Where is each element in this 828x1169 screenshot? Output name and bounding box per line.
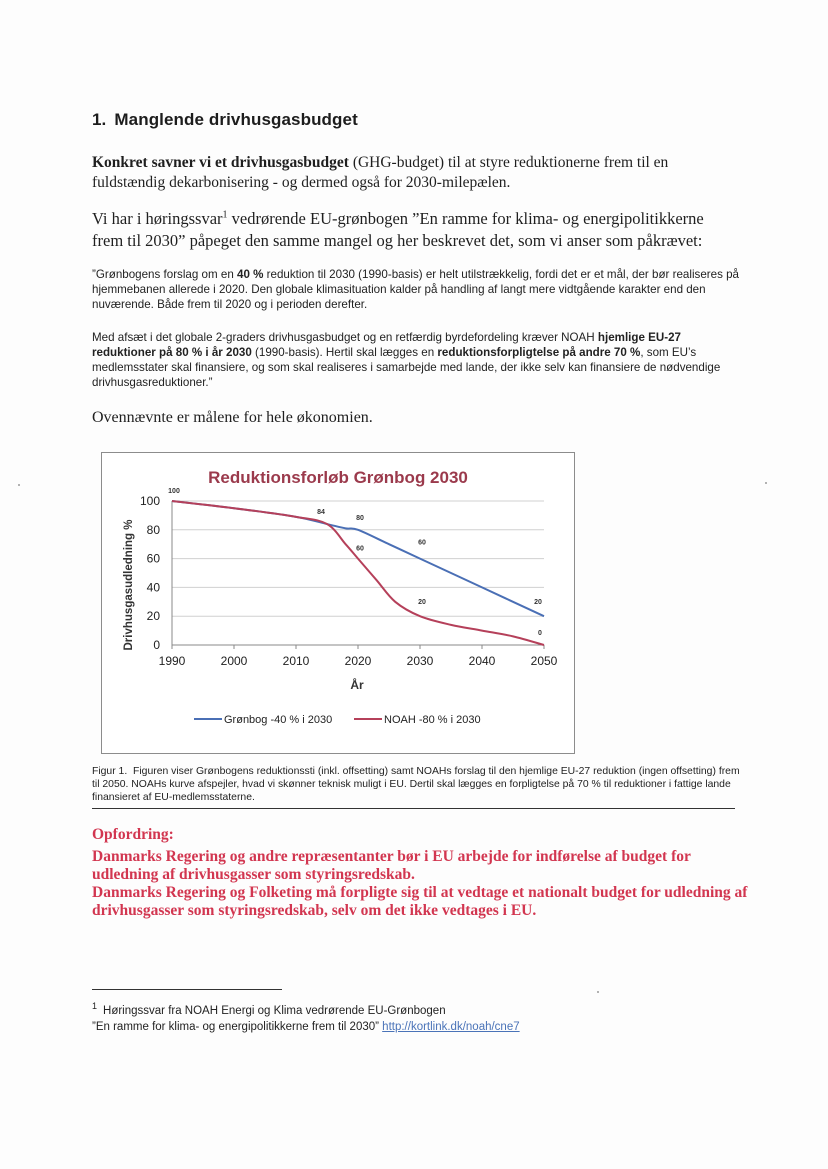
- y-tick-label-60: 60: [146, 551, 160, 566]
- reduction-chart: [102, 453, 574, 753]
- data-label-20: 20: [418, 599, 426, 607]
- data-label-60: 60: [356, 545, 364, 553]
- paragraph-economy: Ovennævnte er målene for hele økonomien.: [92, 409, 373, 426]
- series-line-noah: [172, 501, 544, 645]
- footnote-line-1: [92, 998, 520, 1019]
- chart-grid: [172, 501, 544, 649]
- y-tick-label-100: 100: [139, 494, 160, 508]
- y-tick-label-80: 80: [146, 522, 160, 537]
- legend-label-noah: NOAH -80 % i 2030: [384, 714, 481, 726]
- call-to-action-line-2: Danmarks Regering og Folketing må forpligte sig til at vedtage et nationalt budget for udledning af drivhusgasser som styringsredskab, selv om det ikke vedtages i EU.: [92, 884, 748, 919]
- chart-title: Reduktionsforløb Grønbog 2030: [208, 468, 468, 487]
- paragraph-intro: [92, 153, 732, 193]
- data-label-0: 0: [538, 630, 542, 637]
- y-tick-label-40: 40: [146, 580, 160, 595]
- quote-paragraph-1: [92, 267, 742, 312]
- scan-speck: [18, 484, 20, 486]
- quote2-part-e: , som EU’s medlemsstater skal finansiere, og som skal realiseres i samarbejde med lande, der ikke selv kan finansiere de nødvendige drivhusgasreduktioner.”: [92, 346, 721, 389]
- data-label-60: 60: [418, 539, 426, 547]
- chart-labels: [140, 488, 558, 668]
- section-number: 1.: [92, 110, 107, 129]
- footnote-marker: 1: [92, 1001, 98, 1011]
- quote2-part-a: Med afsæt i det globale 2-graders drivhusgasbudget og en retfærdig byrdefordeling kræver NOAH: [92, 331, 598, 344]
- data-label-20: 20: [534, 599, 542, 607]
- footnote-divider: [92, 989, 282, 990]
- data-label-84: 84: [317, 509, 325, 517]
- x-tick-label-2000: 2000: [220, 654, 248, 668]
- footnote-link[interactable]: http://kortlink.dk/noah/cne7: [382, 1020, 520, 1033]
- scan-speck: [597, 991, 599, 993]
- quote1-bold: 40 %: [237, 268, 264, 281]
- chart-y-label: Drivhusgasudledning %: [123, 519, 135, 651]
- x-tick-label-2020: 2020: [344, 654, 372, 668]
- chart-series: [172, 501, 544, 645]
- footnote-text-2: ”En ramme for klima- og energipolitikkerne frem til 2030”: [92, 1020, 379, 1033]
- chart-x-label: År: [350, 678, 364, 692]
- figure-caption: [92, 765, 742, 804]
- footnote-line-2: [92, 1019, 520, 1035]
- x-tick-label-2010: 2010: [282, 654, 310, 668]
- x-tick-label-2050: 2050: [530, 654, 558, 668]
- paragraph-reference: [92, 208, 732, 252]
- legend-label-gronbog: Grønbog -40 % i 2030: [224, 714, 333, 726]
- chart-frame: [101, 452, 575, 754]
- paragraph-reference-before: Vi har i høringssvar: [92, 209, 223, 228]
- y-tick-label-20: 20: [146, 609, 160, 624]
- footnote-ref[interactable]: 1: [222, 209, 228, 221]
- x-tick-label-2030: 2030: [406, 654, 434, 668]
- section-title: Manglende drivhusgasbudget: [114, 110, 358, 129]
- paragraph-reference-after: vedrørende EU-grønbogen ”En ramme for klima- og energipolitikkerne frem til 2030” påpeget den samme mangel og her beskrevet det, som vi anser som påkrævet:: [92, 209, 704, 250]
- call-to-action-line-1: Danmarks Regering og andre repræsentanter bør i EU arbejde for indførelse af budget for udledning af drivhusgasser som styringsredskab.: [92, 848, 691, 883]
- figure-caption-text: Figuren viser Grønbogens reduktionssti (inkl. offsetting) samt NOAHs forslag til den hjemlige EU-27 reduktion (ingen offsetting) frem til 2050. NOAHs kurve afspejler, hvad vi skønner teknisk muligt i EU. Dertil skal lægges en forpligtelse på 70 % til reduktioner i fattige lande finansieret af EU-medlemsstaterne.: [92, 766, 740, 803]
- quote2-bold-2: reduktionsforpligtelse på andre 70 %: [437, 346, 641, 359]
- section-heading: [92, 110, 358, 130]
- quote2-part-c: (1990-basis). Hertil skal lægges en: [251, 346, 438, 359]
- paragraph-intro-rest: (GHG-budget) til at styre reduktionerne frem til en fuldstændig dekarbonisering - og dermed også for 2030-milepælen.: [92, 154, 669, 191]
- figure-caption-label: Figur 1.: [92, 766, 128, 777]
- y-tick-label-0: 0: [153, 638, 160, 652]
- quote2-bold-1: hjemlige EU-27 reduktioner på 80 % i år 2030: [92, 331, 682, 359]
- x-tick-label-1990: 1990: [158, 654, 186, 668]
- quote1-part-a: ”Grønbogens forslag om en: [92, 268, 237, 281]
- chart-legend: [194, 714, 481, 726]
- quote1-part-c: reduktion til 2030 (1990-basis) er helt utilstrækkelig, fordi det er et mål, der bør realiseres på hjemmebanen allerede i 2020. Den globale klimasituation kalder på handling af langt mere vidtgående karakter end den nuværende. Både frem til 2020 og i perioden derefter.: [92, 268, 739, 311]
- footnote: [92, 998, 520, 1035]
- caption-divider: [92, 808, 735, 809]
- footnote-text-1: Høringssvar fra NOAH Energi og Klima vedrørende EU-Grønbogen: [103, 1004, 446, 1017]
- call-to-action-title: Opfordring:: [92, 826, 174, 843]
- paragraph-intro-bold: Konkret savner vi et drivhusgasbudget: [92, 154, 349, 171]
- quote-paragraph-2: [92, 330, 742, 390]
- scan-speck: [765, 482, 767, 484]
- data-label-100: 100: [168, 488, 180, 495]
- x-tick-label-2040: 2040: [468, 654, 496, 668]
- data-label-80: 80: [356, 514, 364, 522]
